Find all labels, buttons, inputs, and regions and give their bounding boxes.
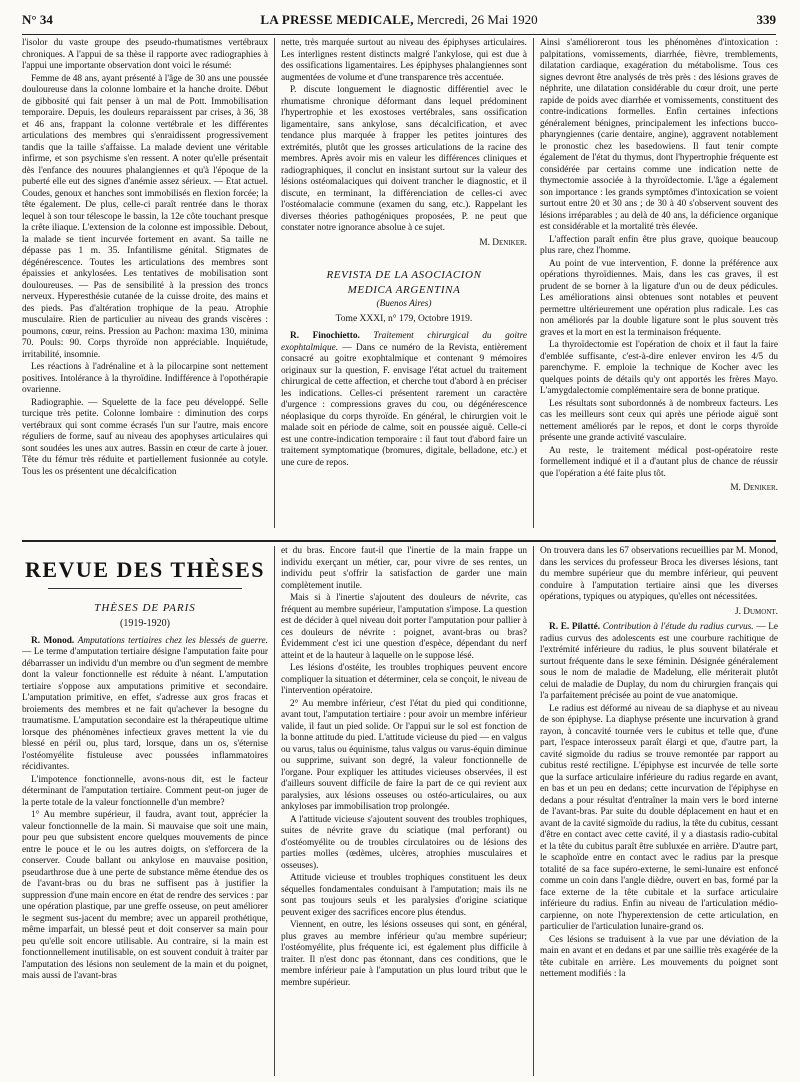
paragraph: Le radius est déformé au niveau de sa diaphyse et au niveau de son épiphyse. La diaphyse présente une incurvation à grand rayon, à concavité tournée vers le cubitus et telle que, d'une part, l'espace interosseux paraît élargi et que, d'autre part, la cavité sigmoïde du radius se trouve remontée par rapport au cubitus resté rectiligne. L'épiphyse est incurvée de telle sorte que la surface articulaire inférieure du radius regarde en avant, en bas et un peu en dedans; cette incurvation de l'épiphyse en dedans a pour résultat d'entraîner la main vers le bord interne de l'avant-bras. Par suite du double déplacement en haut et en avant de la cavité sigmoïde du radius, la tête du cubitus, cessant d'être en contact avec cette cavité, il y a diastasis radio-cubital et la tête du cubitus paraît être subluxée en arrière. D'autre part, le scaphoïde entre en contact avec le radius par la presque totalité de sa face supéro-externe, le semi-lunaire est enfoncé comme un coin dans l'angle dièdre, ouvert en bas, formé par la face externe de la tête cubitale et la surface articulaire inférieure du radius. Enfin au niveau de l'articulation médio-carpienne, on note l'hyperextension de cette articulation, en particulier de l'articulation lunaire-grand os. [540, 703, 778, 932]
paragraph: P. discute longuement le diagnostic différentiel avec le rhumatisme chronique déformant dans lequel prédominent l'hypertrophie et les exostoses vertébrales, sans ossification ligamentaire, sans ankylose, sans décalcification, et avec tendance plus marquée à frapper les petites jointures des extrémités, plutôt que les grosses articulations de la racine des membres. Après avoir mis en valeur les différences cliniques et radiographiques, il conclut en insistant surtout sur la valeur des lésions ostéomalaciques qui doivent trancher le diagnostic, et il discute, en terminant, la différenciation de celles-ci avec l'ostéomalacie commune (examen du sang, etc.). Rappelant les diverses théories pathogéniques proposées, P. ne peut que constater notre ignorance absolue à ce sujet. [281, 85, 527, 233]
paragraph: 2° Au membre inférieur, c'est l'état du pied qui conditionne, avant tout, l'amputation tertiaire : pour avoir un membre inférieur valide, il faut un pied solide. Or l'appui sur le sol est fonction de la bonne attitude du pied. L'attitude vicieuse du pied — en valgus ou varus, talus ou équinisme, talus valgus ou varus-équin diminue ou supprime, suivant son degré, la valeur fonctionnelle de l'organe. Pour expliquer les attitudes vicieuses observées, il est d'ailleurs souvent difficile de faire la part de ce qui revient aux paralysies, aux lésions osseuses ou ostéo-articulaires, ou aux ankyloses par immobilisation trop prolongée. [281, 698, 527, 812]
top-column-1 [22, 38, 268, 530]
author-signature: M. Deniker. [479, 237, 527, 248]
journal-title: LA PRESSE MEDICALE, [260, 12, 414, 27]
column-divider [274, 38, 275, 528]
paragraph: nette, très marquée surtout au niveau des épiphyses articulaires. Les interlignes restent distincts malgré l'ankylose, qui est due à des ossifications ligamentaires. Les épiphyses phalangiennes sont augmentées de volume et d'une transparence très accentuée. [281, 38, 527, 83]
article-paragraph [281, 331, 527, 469]
section-title: REVISTA DE LA ASOCIACION [326, 269, 482, 281]
paragraph: Femme de 48 ans, ayant présenté à l'âge de 30 ans une poussée douloureuse dans la colonne lombaire et la hanche droite. Début de gibbosité qui fait penser à un mal de Pott. Immobilisation temporaire. Depuis, les douleurs reparaissent par crises, à 36, 38 et 46 ans, frappant la colonne vertébrale et les différentes articulations des membres qui s'enraidissent progressivement tandis que la taille s'affaisse. La malade devient une véritable infirme, et son psychisme s'en ressent. A noter qu'elle présentait dès l'enfance des nouures phalangiennes et qu'à l'époque de la puberté elle eut des signes d'anémie assez sérieux. — Etat actuel. Coudes, genoux et hanches sont immobilisés en flexion forcée; la tête également. De plus, celle-ci paraît rentrée dans le thorax lequel à son tour télescope le bassin, la 12e côte touchant presque la crête iliaque. L'extension de la colonne est impossible. Debout, la malade se tient incurvée fortement en avant. Sa taille ne dépasse pas 1 m. 35. Infantilisme génital. Stigmates de dégénérescence. Toutes les articulations des membres sont épaissies et ankylosées. Les tentatives de mobilisation sont douloureuses. — Pas de sensibilité à la pression des troncs nerveux. Hyperesthésie cutanée de la cuisse droite, des mains et des pieds. Pas d'altération trophique de la peau. Atrophie musculaire. Rien de particulier au niveau des grands viscères : poumons, cœur, reins. Pression au Pachon: maxima 130, minima 70. Pouls: 90. Corps thyroïde non appréciable. Inquiétude, irritabilité, insomnie. [22, 73, 268, 360]
article-title: Contribution à l'étude du radius curvus. [602, 622, 754, 632]
paragraph: Les réactions à l'adrénaline et à la pilocarpine sont nettement positives. Intolérance à la thyroïdine. Indifférence à l'opothérapie ovarienne. [22, 362, 268, 395]
paragraph: 1° Au membre supérieur, il faudra, avant tout, apprécier la valeur fonctionnelle de la main. Si mauvaise que soit une main, pour peu que subsistent encore quelques mouvements de pince entre le pouce et le ou les autres doigts, on s'efforcera de la conserver. Coude ballant ou ankylose en mauvaise position, pseudarthrose due à une perte de substance même étendue des os de l'avant-bras ou du bras ne suffisent pas à justifier la suppression d'une main encore en état de rendre des services : par une opération plastique, par une greffe osseuse, on peut améliorer le segment sus-jacent du membre; avec un appareil prothétique, même imparfait, un blessé peut et doit conserver sa main pour peu qu'elle soit encore utilisable. Au contraire, si la main est fonctionnellement inutilisable, on est souvent conduit à traiter par l'amputation des lésions non seulement de la main et du poignet, mais aussi de l'avant-bras [22, 810, 268, 981]
paragraph: Les lésions d'ostéite, les troubles trophiques peuvent encore compliquer la situation et déterminer, cela se conçoit, le niveau de l'intervention opératoire. [281, 663, 527, 696]
section-banner: REVUE DES THÈSES [24, 557, 265, 582]
banner-rule [48, 588, 242, 589]
journal-line [22, 12, 776, 28]
issue-number: N° 34 [22, 12, 53, 27]
paragraph: On trouvera dans les 67 observations recueillies par M. Monod, dans les services du professeur Broca les diverses lésions, tant du membre supérieur que du membre inférieur, qui peuvent conduire à l'amputation tertiaire ainsi que les diverses opérations, typiques ou atypiques, qu'elles ont nécessitées. [540, 546, 778, 602]
page-number: 339 [756, 12, 776, 27]
article-author: R. E. Pilatté. [549, 622, 601, 632]
paragraph: L'affection paraît enfin être plus grave, quoique beaucoup plus rare, chez l'homme. [540, 234, 778, 256]
bottom-column-1 [22, 546, 268, 1076]
section-rule [22, 540, 776, 542]
author-signature: J. Dumont. [735, 606, 778, 617]
column-divider [274, 546, 275, 1076]
header-rule [22, 34, 776, 35]
article-paragraph [22, 636, 268, 774]
article-author: R. Finochietto. [290, 331, 360, 341]
bottom-column-2 [281, 546, 527, 1076]
paragraph: Mais si à l'inertie s'ajoutent des douleurs de névrite, cas fréquent au membre supérieur, l'amputation s'impose. La question est de décider à quel niveau doit porter l'amputation pour pallier à ces douleurs de névrite : poignet, avant-bras ou bras? Évidemment c'est ici une question d'espèce, dépendant du nerf atteint et de la hauteur à laquelle on le suppose lésé. [281, 593, 527, 661]
paragraph: l'isolor du vaste groupe des pseudo-rhumatismes vertébraux chroniques. A l'appui de sa thèse il rapporte avec radiographies à l'appui une importante observation dont voici le résumé: [22, 38, 268, 71]
subsection-year: (1919-1920) [120, 618, 170, 629]
section-title: MEDICA ARGENTINA [347, 284, 461, 296]
column-divider [533, 38, 534, 528]
article-title: Traitement chirurgical du goitre exophtalmique. [281, 331, 527, 353]
paragraph: Les résultats sont subordonnés à de nombreux facteurs. Les cas les meilleurs sont ceux qui après une période aiguë sont nettement améliorés par le repos, et dont le corps thyroïde présente une grande activité vasculaire. [540, 398, 778, 443]
page-header [22, 8, 776, 34]
paragraph: Au reste, le traitement médical post-opératoire reste formellement indiqué et il a d'autant plus de chance de réussir que l'opération a été faite plus tôt. [540, 445, 778, 479]
top-column-2 [281, 38, 527, 530]
top-column-3 [540, 38, 778, 530]
article-author: R. Monod. [31, 635, 75, 646]
paragraph: A l'attitude vicieuse s'ajoutent souvent des troubles trophiques, suites de névrite grave du sciatique (mal perforant) ou d'ostéomyélite ou de troubles circulatoires ou de lésions des parties molles (œdèmes, ulcères, atrophies musculaires et osseuses). [281, 814, 527, 871]
issue-date: Mercredi, 26 Mai 1920 [417, 12, 538, 27]
city: (Buenos Aires) [376, 299, 432, 309]
paragraph: et du bras. Encore faut-il que l'inertie de la main frappe un individu exerçant un métier, car, pour vivre de ses rentes, un individu peut s'offrir la satisfaction de garder une main complètement inutile. [281, 546, 527, 591]
paragraph: La thyroïdectomie est l'opération de choix et il faut la faire d'emblée suffisante, c'est-à-dire enlever environ les 4/5 du parenchyme. F. emploie la technique de Kocher avec les quelques points de détails qu'y ont apportés les frères Mayo. L'amygdalectomie complémentaire sera de bonne pratique. [540, 340, 778, 396]
article-text: — Le radius curvus des adolescents est une courbure rachitique de l'extrémité inférieure du radius, le plus souvent bilatérale et surtout fréquente dans le sexe féminin. Désignée généralement sous le nom de maladie de Madelung, elle mériterait plutôt celui de maladie de Duplay, du nom du chirurgien français qui l'a parfaitement précisée au point de vue anatomique. [540, 622, 778, 701]
subsection-title: THÈSES DE PARIS [94, 601, 196, 614]
tome-line: Tome XXXI, n° 179, Octobre 1919. [335, 313, 473, 324]
article-title: Amputations tertiaires chez les blessés de guerre. [77, 635, 268, 646]
paragraph: Viennent, en outre, les lésions osseuses qui sont, en général, plus graves au membre inférieur qu'au membre supérieur; l'ostéomyélite, plus fréquente ici, est également plus difficile à traiter. Il n'est donc pas étonnant, dans ces conditions, que le membre inférieur paie à l'amputation un plus lourd tribut que le membre supérieur. [281, 920, 527, 988]
article-text: — Le terme d'amputation tertiaire désigne l'amputation faite pour débarrasser un individu d'un membre ou d'un segment de membre dont la valeur fonctionnelle est réduite à néant. L'amputation tertiaire s'oppose aux amputations primitive et secondaire. L'amputation primitive, en effet, s'adresse aux gros fracas et broiements des membres et ne fait qu'achever la besogne du traumatisme. L'amputation secondaire est la thérapeutique ultime lorsque des phénomènes infectieux graves mettent la vie du blessé en péril ou, plus tard, lorsque, dans un os, s'éternise l'ostéomyélite fistuleuse avec poussées inflammatoires récidivantes. [22, 647, 268, 772]
paragraph: L'impotence fonctionnelle, avons-nous dit, est le facteur déterminant de l'amputation tertiaire. Comment peut-on juger de la perte totale de la valeur fonctionnelle d'un membre? [22, 774, 268, 808]
paragraph: Ainsi s'amélioreront tous les phénomènes d'intoxication : palpitations, vomissements, diarrhée, fièvre, tremblements, dilatation cardiaque, exagération du métabolisme. Tous ces signes devront être analysés de très près : des lésions graves de néphrite, une dilatation considérable du cœur droit, une perte rapide de poids avec diarrhée et vomissements, constituent des contre-indications formelles. Enfin certaines infections généralement bénignes, principalement les infections bucco-pharyngiennes (carie dentaire, angine), aggravent notablement le pronostic chez les basedowiens. Il faut tenir compte également de l'état du thymus, dont l'hypertrophie fréquente est considérée par certains comme une indication nette de thymectomie associée à la thyroïdectomie. L'âge a également son importance : les grands symptômes d'intoxication se voient surtout entre 20 et 30 ans ; de 30 à 40 s'observent souvent des lésions irréparables ; au delà de 40 ans, la déficience organique est considérable et la mortalité très élevée. [540, 38, 778, 232]
paragraph: Au point de vue intervention, F. donne la préférence aux opérations thyroïdiennes. Mais, dans les cas graves, il est prudent de se borner à la ligature d'un ou de deux pédicules. Les améliorations ainsi obtenues sont notables et peuvent permettre ultérieurement une opération plus radicale. Les cas non améliorés par la double ligature sont le plus souvent très graves et la mort en est la terminaison fréquente. [540, 258, 778, 338]
column-divider [533, 546, 534, 1076]
author-signature: M. Deniker. [730, 483, 778, 493]
article-paragraph [540, 622, 778, 703]
paragraph: Radiographie. — Squelette de la face peu développé. Selle turcique très petite. Colonne lombaire : diminution des corps vertébraux qui sont comme écrasés l'un sur l'autre, mais encore réguliers de forme, sauf au niveau des apophyses articulaires qui sont soudées les unes aux autres. Bassin en cœur de carte à jouer. Tête du fémur très réduite et partiellement fusionnée au cotyle. Tous les os présentent une décalcification [22, 397, 268, 477]
article-text: — Dans ce numéro de la Revista, entièrement consacré au goitre exophtalmique et contenant 9 mémoires originaux sur la question, F. envisage l'état actuel du traitement chirurgical de cette affection, et cherche tout d'abord à en préciser les indications. Celles-ci présentent rarement un caractère d'urgence : compressions graves du cou, ou dégénérescence néoplasique du corps thyroïde. En général, le chirurgien voit le malade soit en période de calme, soit en poussée aiguë. Celle-ci est une contre-indication temporaire : il faut tout d'abord faire un traitement symptomatique (bromures, digitale, belladone, etc.) et une cure de repos. [281, 342, 527, 468]
bottom-column-3 [540, 546, 778, 1076]
paragraph: Ces lésions se traduisent à la vue par une déviation de la main en avant et en dedans et par une saillie très exagérée de la tête cubitale en arrière. Les mouvements du poignet sont nettement modifiés : la [540, 934, 778, 979]
paragraph: Attitude vicieuse et troubles trophiques constituent les deux séquelles fondamentales conduisant à l'amputation; mais ils ne sont pas toujours seuls et les paralysies d'origine sciatique peuvent exiger des sacrifices encore plus étendus. [281, 873, 527, 918]
